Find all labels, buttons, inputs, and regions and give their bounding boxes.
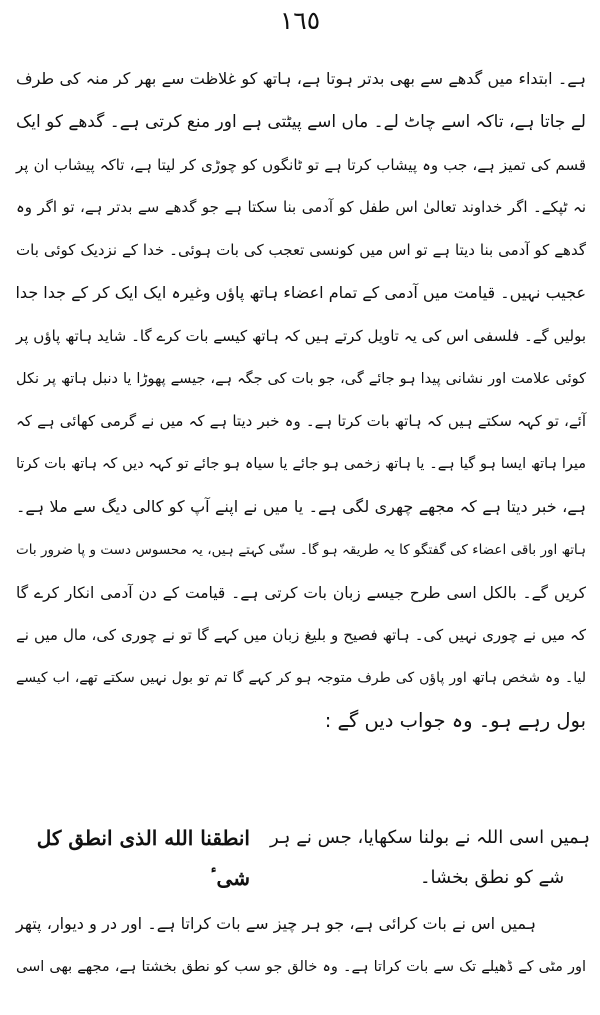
text-line: بولیں گے۔ فلسفی اس کی یہ تاویل کرتے ہیں کہ ہاتھ کیسے بات کرے گا۔ شاید ہاتھ پاؤں پر <box>16 326 586 345</box>
text-line: کریں گے۔ بالکل اسی طرح جیسے زبان بات کرتی ہے۔ قیامت کے دن آدمی انکار کرے گا <box>16 583 586 602</box>
text-line: ہے، خبر دیتا ہے کہ مجھے چھری لگی ہے۔ یا میں نے اپنے آپ کو کالی دیگ سے ملا ہے۔ <box>16 496 586 516</box>
main-paragraph <box>16 58 586 743</box>
text-line: کوئی علامت اور نشانی پیدا ہو جائے گی، جو بات کی جگہ ہے، جیسے پھوڑا یا دنبل ہاتھ پر نکل <box>16 370 586 387</box>
translation-line: ہمیں اسی اللہ نے بولنا سکھایا، جس نے ہر <box>270 827 590 848</box>
verse-translation <box>270 818 590 898</box>
text-line: گدھے کو آدمی بنا دیتا ہے تو اس میں کونسی تعجب کی بات ہوئی۔ خدا کے نزدیک کوئی بات <box>16 241 586 260</box>
text-line: عجیب نہیں۔ قیامت میں آدمی کے تمام اعضاء ہاتھ پاؤں وغیرہ ایک ایک کر کے جدا جدا <box>15 282 586 302</box>
text-line: قسم کی تمیز ہے، جب وہ پیشاب کرتا ہے تو ٹانگوں کو چوڑی کر لیتا ہے، تاکہ پیشاب ان پر <box>16 155 586 174</box>
text-line: آئے، تو کہہ سکتے ہیں کہ ہاتھ بات کرتا ہے۔ وہ خبر دیتا ہے کہ میں نے گرمی کھائی ہے کہ <box>16 412 586 431</box>
page-number: ١٦٥ <box>279 6 321 35</box>
text-line: بول رہے ہو۔ وہ جواب دیں گے : <box>324 708 586 732</box>
text-line: ہمیں اس نے بات کرائی ہے، جو ہر چیز سے بات کراتا ہے۔ اور در و دیوار، پتھر <box>16 914 536 933</box>
arabic-verse: انطقنا الله الذی انطق کل شیٴ <box>36 826 250 890</box>
text-line: لے جاتا ہے، تاکہ اسے چاٹ لے۔ ماں اسے پیٹتی ہے اور منع کرتی ہے۔ گدھے کو ایک <box>16 111 586 132</box>
arabic-quote-block <box>20 818 590 908</box>
text-line: میرا ہاتھ ایسا ہو گیا ہے۔ یا ہاتھ زخمی ہو جائے یا سیاہ ہو جائے تو کہہ دیں کہ ہاتھ بات کرتا <box>16 456 586 473</box>
text-line: ہے۔ ابتداء میں گدھے سے بھی بدتر ہوتا ہے، ہاتھ کو غلاظت سے بھر کر منہ کی طرف <box>16 69 586 88</box>
text-line: کہ میں نے چوری نہیں کی۔ ہاتھ فصیح و بلیغ زبان میں کہے گا تو نے چوری کی، مال میں نے <box>16 626 586 645</box>
text-line: لیا۔ وہ شخص ہاتھ اور پاؤں کی طرف متوجہ ہو کر کہے گا تم تو بول نہیں سکتے تھے، اب کیسے <box>16 670 586 687</box>
continuation-paragraph <box>16 903 586 989</box>
text-line: نہ ٹپکے۔ اگر خداوند تعالیٰ اس طفل کو آدمی بنا سکتا ہے جو گدھے سے بدتر ہے، تو اگر وہ <box>16 198 586 217</box>
translation-line: شے کو نطق بخشا۔ <box>420 867 565 888</box>
text-line: ہاتھ اور باقی اعضاء کی گفتگو کا یہ طریقہ ہو گا۔ سنّی کہتے ہیں، یہ محسوس دست و پا ضرور بات <box>16 541 586 558</box>
text-line: اور مٹی کے ڈھیلے تک سے بات کراتا ہے۔ وہ خالق جو سب کو نطق بخشتا ہے، مجھے بھی اسی <box>16 958 586 975</box>
